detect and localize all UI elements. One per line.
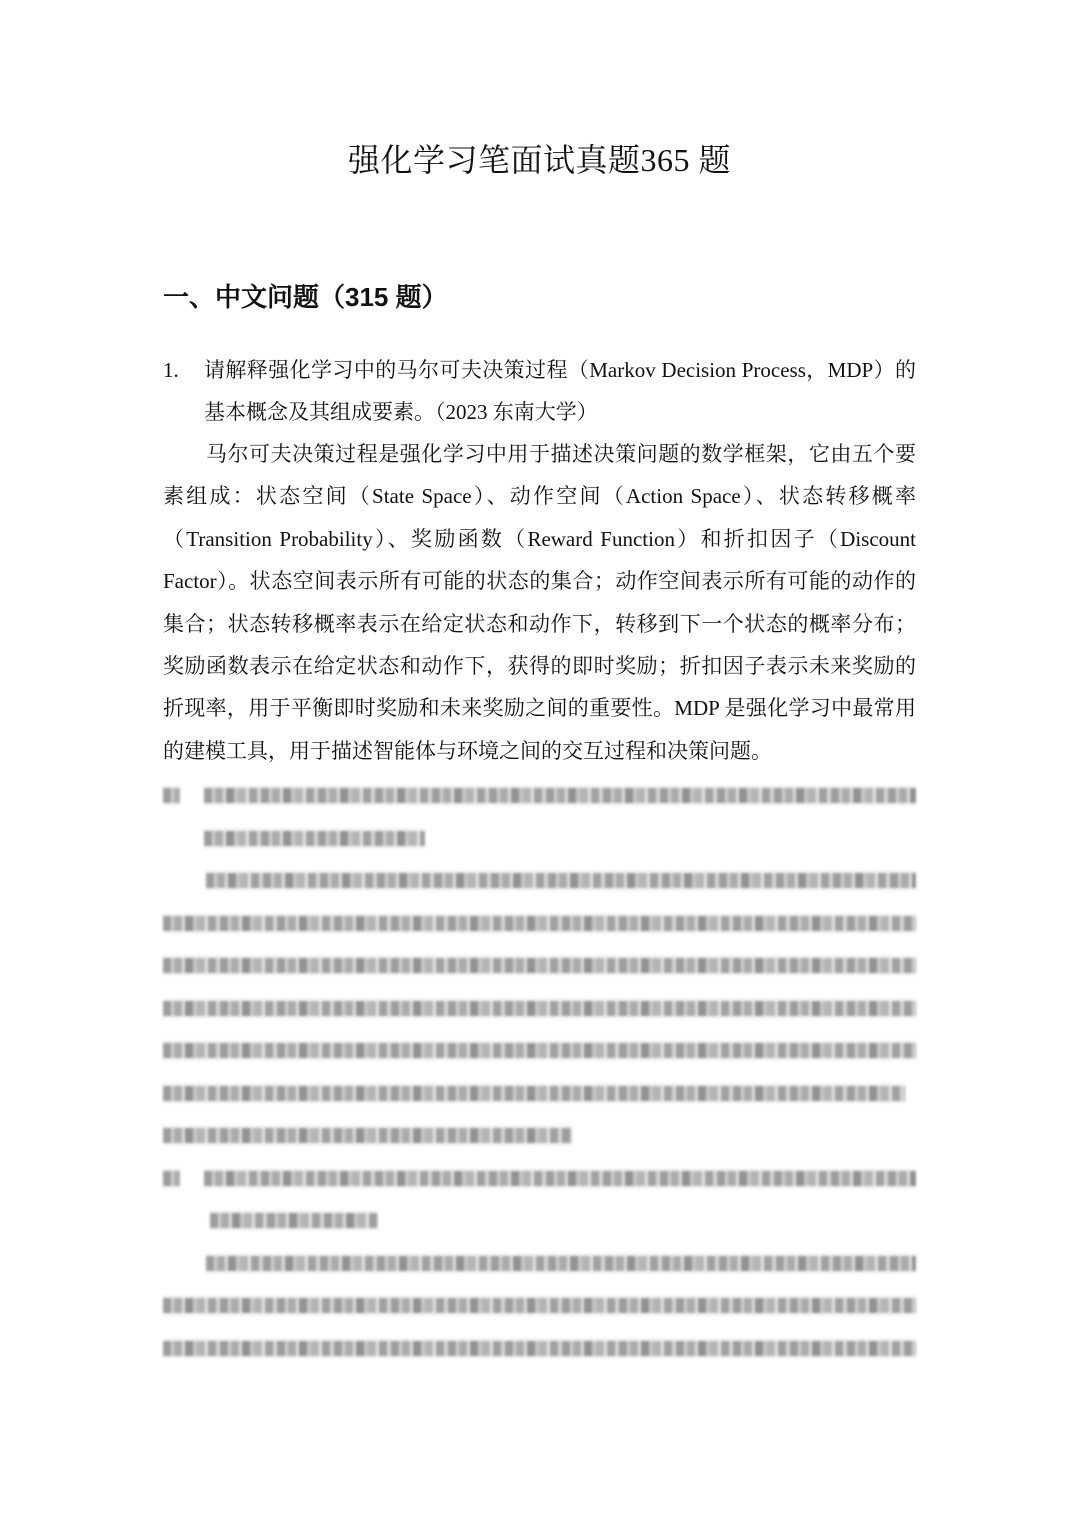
blurred-row (163, 987, 916, 1030)
blurred-text-line (163, 1125, 572, 1146)
blurred-question-number (163, 1168, 180, 1189)
blurred-row (163, 817, 916, 860)
blurred-row (163, 774, 916, 817)
blurred-text-line (204, 828, 425, 849)
document-title: 强化学习笔面试真题365 题 (347, 142, 731, 178)
question-number: 1. (163, 358, 179, 382)
blurred-text-line (163, 1295, 916, 1316)
blurred-text-line (206, 870, 916, 891)
blurred-text-line (204, 785, 916, 806)
question-item (163, 349, 916, 433)
question-text: 请解释强化学习中的马尔可夫决策过程（Markov Decision Process，MDP）的基本概念及其组成要素。（2023 东南大学） (204, 358, 916, 424)
blurred-row (163, 1157, 916, 1200)
answer-text: 马尔可夫决策过程是强化学习中用于描述决策问题的数学框架，它由五个要素组成：状态空间（State Space）、动作空间（Action Space）、状态转移概率（Transition Probability）、奖励函数（Reward Function）和折扣因子（Discount Factor）。状态空间表示所有可能的状态的集合；动作空间表示所有可能的动作的集合；状态转移概率表示在给定状态和动作下，转移到下一个状态的概率分布；奖励函数表示在给定状态和动作下，获得的即时奖励；折扣因子表示未来奖励的折现率，用于平衡即时奖励和未来奖励之间的重要性。MDP 是强化学习中最常用的建模工具，用于描述智能体与环境之间的交互过程和决策问题。 (163, 442, 916, 763)
blurred-text-line (206, 1253, 916, 1274)
blurred-row (163, 1114, 916, 1157)
blurred-text-line (204, 1168, 916, 1189)
document-body (163, 0, 916, 1369)
blurred-text-line (163, 1338, 916, 1359)
blurred-text-line (163, 955, 916, 976)
section-heading: 一、中文问题（315 题） (163, 282, 448, 312)
blurred-row (163, 1072, 916, 1115)
blurred-content (163, 774, 916, 1369)
blurred-row (163, 859, 916, 902)
blurred-text-line (163, 1083, 905, 1104)
blurred-question-number (163, 785, 180, 806)
blurred-row (163, 1284, 916, 1327)
blurred-row (163, 1199, 916, 1242)
blurred-row (163, 902, 916, 945)
blurred-row (163, 944, 916, 987)
blurred-row (163, 1327, 916, 1370)
blurred-row (163, 1242, 916, 1285)
blurred-text-line (163, 1040, 916, 1061)
blurred-row (163, 1029, 916, 1072)
blurred-text-line (210, 1210, 378, 1231)
blurred-text-line (163, 913, 916, 934)
blurred-text-line (163, 998, 916, 1019)
